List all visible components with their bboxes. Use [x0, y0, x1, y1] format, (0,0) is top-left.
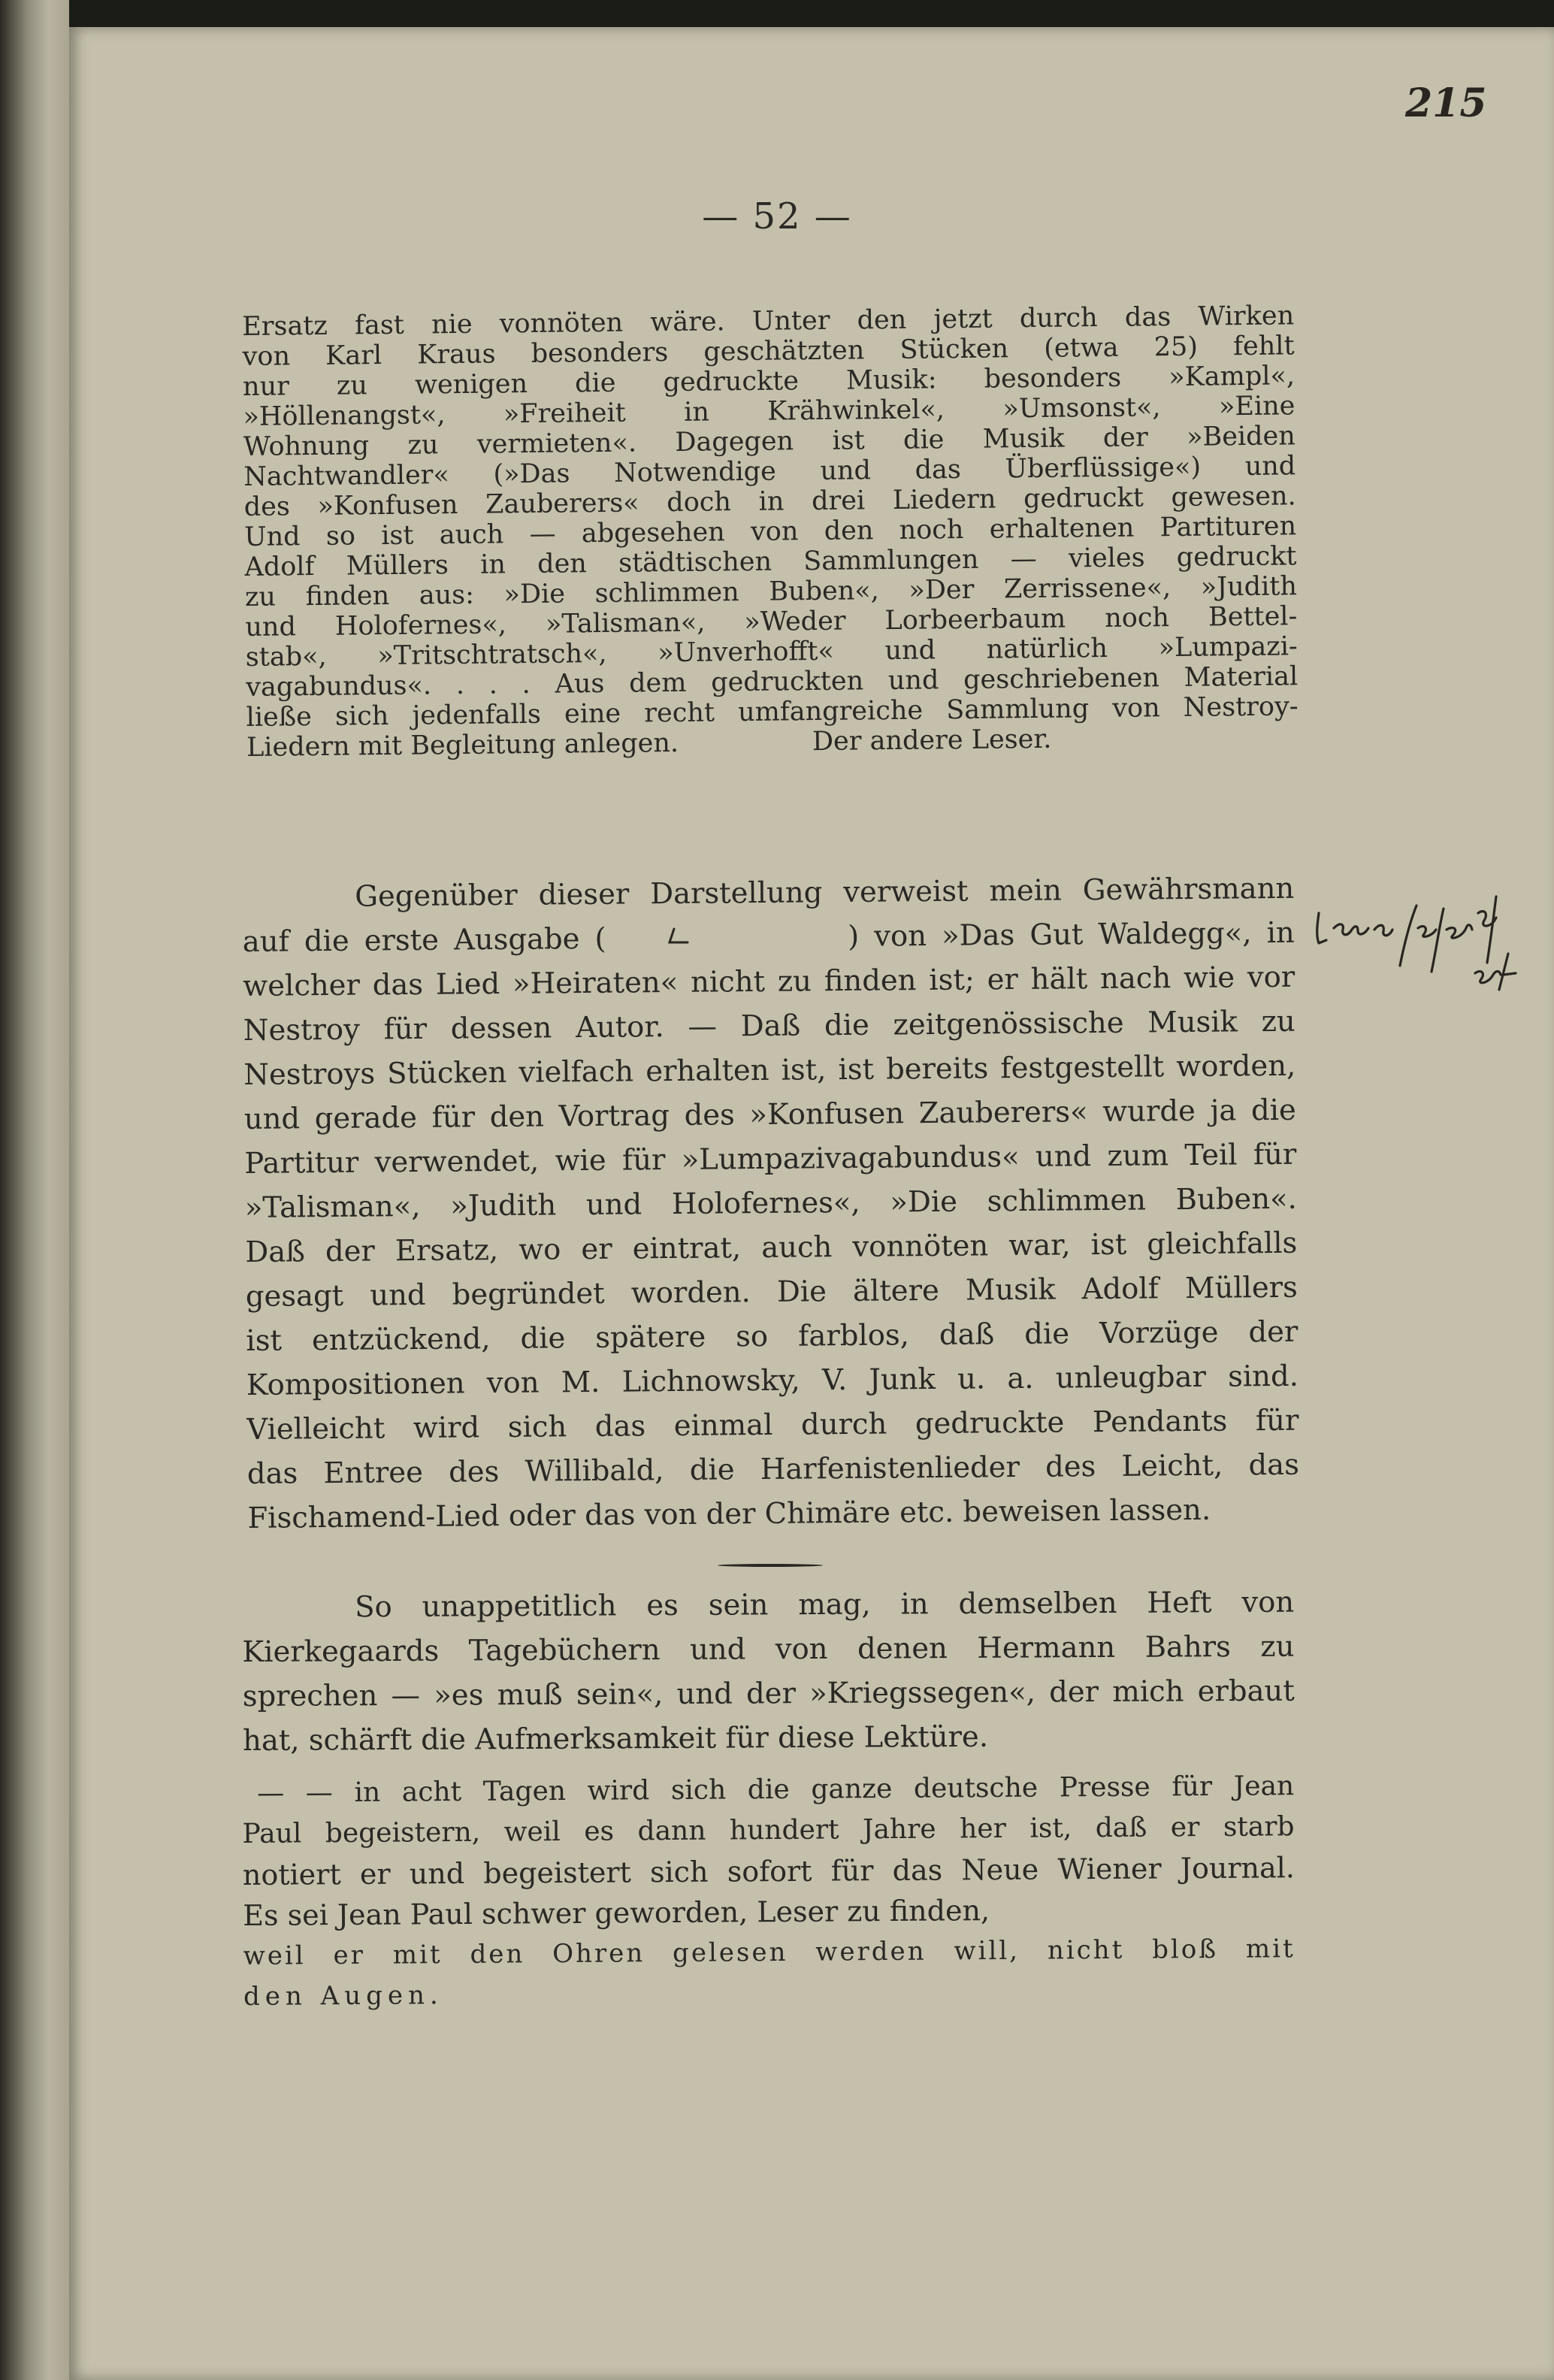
text-line: Kompositionen von M. Lichnowsky, V. Junk u. a. unleugbar sind. — [246, 1359, 1299, 1402]
paragraph-4 — [242, 1766, 1296, 2017]
text-line: Kierkegaards Tagebüchern und von denen Hermann Bahrs zu — [242, 1629, 1295, 1669]
text-line: sprechen — »es muß sein«, und der »Kriegssegen«, der mich erbaut — [242, 1674, 1295, 1713]
text-line: von Karl Kraus besonders geschätzten Stücken (etwa 25) fehlt — [242, 331, 1295, 372]
text-line: Adolf Müllers in den städtischen Sammlungen — vieles gedruckt — [244, 541, 1297, 582]
text-line: Ersatz fast nie vonnöten wäre. Unter den jetzt durch das Wirken — [242, 301, 1295, 342]
text-line: und gerade für den Vortrag des »Konfusen Zauberers« wurde ja die — [243, 1093, 1296, 1136]
text-line: weil er mit den Ohren gelesen werden will, nicht bloß mit — [243, 1934, 1296, 1971]
text-line: Nestroy für dessen Autor. — Daß die zeitgenössische Musik zu — [243, 1004, 1296, 1048]
paragraph-3 — [242, 1580, 1295, 1763]
text-line-content: So unappetitlich es sein mag, in demselben Heft von — [355, 1585, 1295, 1625]
text-line: Es sei Jean Paul schwer geworden, Leser zu finden, — [243, 1894, 990, 1932]
text-line: Nestroys Stücken vielfach erhalten ist, ist bereits festgestellt worden, — [243, 1048, 1296, 1092]
page-number: — 52 — — [702, 195, 852, 237]
text-line: nur zu wenigen die gedruckte Musik: besonders »Kampl«, — [242, 361, 1296, 402]
text-line: Fischamend-Lied oder das von der Chimäre etc. beweisen lassen. — [247, 1492, 1211, 1535]
text-line: zu finden aus: »Die schlimmen Buben«, »Der Zerrissene«, »Judith — [244, 571, 1298, 612]
binding-edge — [0, 0, 69, 2380]
text-line: Liedern mit Begleitung anlegen. Der andere Leser. — [246, 724, 1052, 763]
text-line: Vielleicht wird sich das einmal durch gedruckte Pendants für — [246, 1403, 1299, 1447]
text-line: vagabundus«. . . . Aus dem gedruckten und geschriebenen Material — [246, 661, 1299, 703]
text-line: den Augen. — [243, 1980, 443, 2012]
text-line: Wohnung zu vermieten«. Dagegen ist die Musik der »Beiden — [243, 421, 1296, 462]
text-line: gesagt und begründet worden. Die ältere Musik Adolf Müllers — [245, 1270, 1299, 1314]
text-line — [242, 1580, 1294, 1630]
text-line: Und so ist auch — abgesehen von den noch erhaltenen Partituren — [243, 511, 1297, 552]
text-line: welcher das Lied »Heiraten« nicht zu finden ist; er hält nach wie vor — [243, 960, 1296, 1003]
text-line: das Entree des Willibald, die Harfenistenlieder des Leicht, das — [246, 1447, 1300, 1491]
text-line: des »Konfusen Zauberers« doch in drei Liedern gedruckt gewesen. — [243, 481, 1296, 522]
text-line: ließe sich jedenfalls eine recht umfangreiche Sammlung von Nestroy- — [246, 691, 1299, 733]
text-line: — — in acht Tagen wird sich die ganze deutsche Presse für Jean — [257, 1771, 1295, 1809]
text-line: ist entzückend, die spätere so farblos, daß die Vorzüge der — [246, 1314, 1299, 1358]
text-line: notiert er und begeistert sich sofort für das Neue Wiener Journal. — [242, 1851, 1296, 1892]
text-line: Nachtwandler« (»Das Notwendige und das Überflüssige«) und — [243, 451, 1296, 492]
text-line: und Holofernes«, »Talisman«, »Weder Lorbeerbaum noch Bettel- — [245, 601, 1298, 643]
paragraph-1 — [242, 301, 1299, 763]
folio-number: 215 — [1405, 80, 1487, 126]
text-line: Daß der Ersatz, wo er eintrat, auch vonnöten war, ist gleichfalls — [245, 1226, 1298, 1269]
text-line: hat, schärft die Aufmerksamkeit für diese Lektüre. — [242, 1719, 989, 1758]
handwritten-mark-icon — [665, 926, 695, 948]
section-divider — [718, 1564, 823, 1567]
paragraph-2 — [242, 866, 1300, 1541]
text-line: Paul begeistern, weil es dann hundert Jahre her ist, daß er starb — [242, 1811, 1295, 1849]
text-line: »Höllenangst«, »Freiheit in Krähwinkel«, »Umsonst«, »Eine — [243, 391, 1296, 432]
text-line: »Talisman«, »Judith und Holofernes«, »Die schlimmen Buben«. — [244, 1181, 1298, 1225]
text-line: Partitur verwendet, wie für »Lumpazivagabundus« und zum Teil für — [244, 1137, 1297, 1181]
handwritten-marginalia-icon — [1311, 891, 1537, 1003]
text-line: auf die erste Ausgabe ( ) von »Das Gut Waldegg«, in — [242, 915, 1295, 959]
text-line-content: Gegenüber dieser Darstellung verweist mein Gewährsmann — [355, 871, 1295, 914]
text-line: stab«, »Tritschtratsch«, »Unverhofft« und natürlich »Lumpazi- — [245, 631, 1298, 673]
